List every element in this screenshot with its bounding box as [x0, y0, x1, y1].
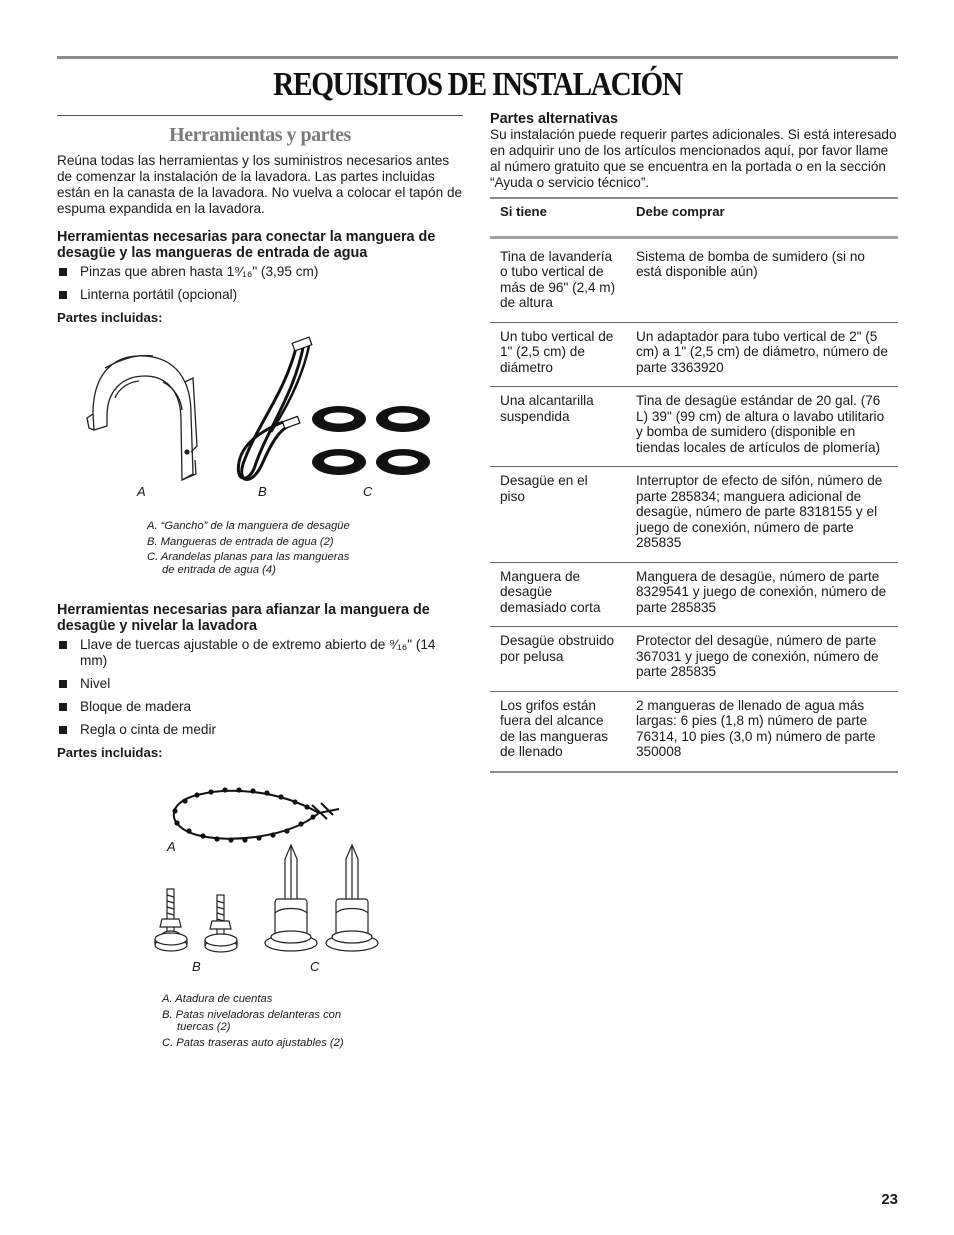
table-row: [490, 387, 898, 467]
caption-line: C. Patas traseras auto ajustables (2): [162, 1036, 344, 1049]
page-number: 23: [881, 1191, 898, 1208]
included-parts-label: Partes incluidas:: [57, 745, 163, 760]
list-item: [57, 722, 463, 738]
list-item-text: Linterna portátil (opcional): [80, 287, 238, 302]
page-title: REQUISITOS DE INSTALACIÓN: [273, 66, 682, 103]
figure-letter: B: [258, 484, 267, 499]
table-cell: Desagüe obstruido por pelusa: [490, 627, 626, 692]
leveling-parts-illustration: [57, 769, 463, 989]
rear-legs-drawing: [265, 845, 378, 951]
caption-line: C. Arandelas planas para las mangueras: [147, 551, 350, 563]
table-cell: Un tubo vertical de 1" (2,5 cm) de diámetro: [490, 322, 626, 387]
table-cell: Tina de lavandería o tubo vertical de más de 96" (2,4 m) de altura: [490, 237, 626, 322]
bullet-square-icon: [59, 703, 67, 711]
tools-list-hoses: [57, 264, 463, 303]
table-cell: Interruptor de efecto de sifón, número de parte 285834; manguera adicional de desagüe, número de parte 8318155 y el juego de conexión, número de parte 285835: [626, 467, 898, 563]
hose-parts-caption: [147, 520, 463, 576]
table-cell: Sistema de bomba de sumidero (si no está disponible aún): [626, 237, 898, 322]
figure-letter: C: [363, 484, 373, 499]
list-item-text: Bloque de madera: [80, 699, 192, 714]
table-row: [490, 562, 898, 627]
list-item-text: Pinzas que abren hasta 1⁹⁄₁₆" (3,95 cm): [80, 264, 319, 279]
table-cell: Manguera de desagüe, número de parte 8329541 y juego de conexión, número de parte 285835: [626, 562, 898, 627]
table-row: [490, 627, 898, 692]
leveling-parts-figure: [57, 769, 463, 989]
caption-line: A. Atadura de cuentas: [162, 993, 273, 1005]
caption-line: B. Mangueras de entrada de agua (2): [147, 535, 334, 548]
list-item: [57, 264, 463, 280]
list-item-text: Llave de tuercas ajustable o de extremo abierto de ⁹⁄₁₆" (14 mm): [80, 637, 436, 668]
list-item: [57, 676, 463, 692]
list-item-text: Regla o cinta de medir: [80, 722, 217, 737]
alternatives-intro: Su instalación puede requerir partes adicionales. Si está interesado en adquirir uno de los artículos mencionados aquí, por favor llame al número gratuito que se encuentra en la portada o en la sección “Ayuda o servicio técnico”.: [490, 127, 897, 190]
bullet-square-icon: [59, 641, 67, 649]
top-rule: [57, 56, 898, 59]
section-title: Herramientas y partes: [169, 124, 351, 146]
figure-letter: A: [167, 839, 176, 854]
list-item: [57, 287, 463, 303]
table-cell: Un adaptador para tubo vertical de 2" (5 cm) a 1" (2,5 cm) de diámetro, número de parte 3363920: [626, 322, 898, 387]
list-item-text: Nivel: [80, 676, 111, 691]
list-item: [57, 699, 463, 715]
table-header-row: [490, 198, 898, 237]
tools-heading-hoses: Herramientas necesarias para conectar la manguera de desagüe y las mangueras de entrada de agua: [57, 229, 436, 261]
table-row: [490, 237, 898, 322]
drain-hose-hook-drawing: [87, 356, 197, 481]
tools-list-leveling: [57, 637, 463, 738]
hose-parts-figure: [57, 334, 463, 504]
alternative-parts-table: [490, 197, 898, 773]
list-item: [57, 637, 463, 669]
table-cell: Desagüe en el piso: [490, 467, 626, 563]
figure-letter: A: [137, 484, 146, 499]
table-row: [490, 691, 898, 772]
table-cell: Una alcantarilla suspendida: [490, 387, 626, 467]
caption-line: tuercas (2): [177, 1021, 231, 1033]
tools-column: [57, 125, 463, 1052]
front-leveling-legs-drawing: [155, 889, 237, 952]
table-cell: Manguera de desagüe demasiado corta: [490, 562, 626, 627]
bullet-square-icon: [59, 726, 67, 734]
table-row: [490, 467, 898, 563]
bullet-square-icon: [59, 291, 67, 299]
section-rule: [57, 115, 463, 116]
leveling-parts-caption: [162, 993, 463, 1049]
flat-washers-drawing: [312, 406, 430, 475]
bullet-square-icon: [59, 268, 67, 276]
column-header: Debe comprar: [626, 198, 898, 237]
included-parts-label: Partes incluidas:: [57, 310, 163, 325]
table-cell: Tina de desagüe estándar de 20 gal. (76 L) 39" (99 cm) de altura o lavabo utilitario y bomba de sumidero (disponible en tiendas locales de artículos de plomería): [626, 387, 898, 467]
intro-paragraph: Reúna todas las herramientas y los suministros necesarios antes de comenzar la instalación de la lavadora. Las partes incluidas están en la canasta de la lavadora. No vuelva a colocar el tapón de espuma expandida en la lavadora.: [57, 153, 463, 216]
caption-line: A. “Gancho” de la manguera de desagüe: [147, 520, 350, 532]
hose-parts-illustration: [57, 334, 463, 504]
figure-letter: C: [310, 959, 320, 974]
table-cell: 2 mangueras de llenado de agua más largas: 6 pies (1,8 m) número de parte 76314, 10 pies (3,0 m) número de parte 350008: [626, 691, 898, 772]
alternatives-column: [490, 111, 898, 773]
inlet-hoses-drawing: [238, 337, 311, 479]
table-cell: Los grifos están fuera del alcance de las mangueras de llenado: [490, 691, 626, 772]
caption-line: de entrada de agua (4): [162, 563, 276, 576]
column-header: Si tiene: [490, 198, 626, 237]
alternatives-heading: Partes alternativas: [490, 111, 618, 127]
figure-letter: B: [192, 959, 201, 974]
table-cell: Protector del desagüe, número de parte 367031 y juego de conexión, número de parte 285835: [626, 627, 898, 692]
bullet-square-icon: [59, 680, 67, 688]
caption-line: B. Patas niveladoras delanteras con: [162, 1008, 342, 1021]
tools-heading-leveling: Herramientas necesarias para afianzar la manguera de desagüe y nivelar la lavadora: [57, 602, 430, 634]
table-row: [490, 322, 898, 387]
